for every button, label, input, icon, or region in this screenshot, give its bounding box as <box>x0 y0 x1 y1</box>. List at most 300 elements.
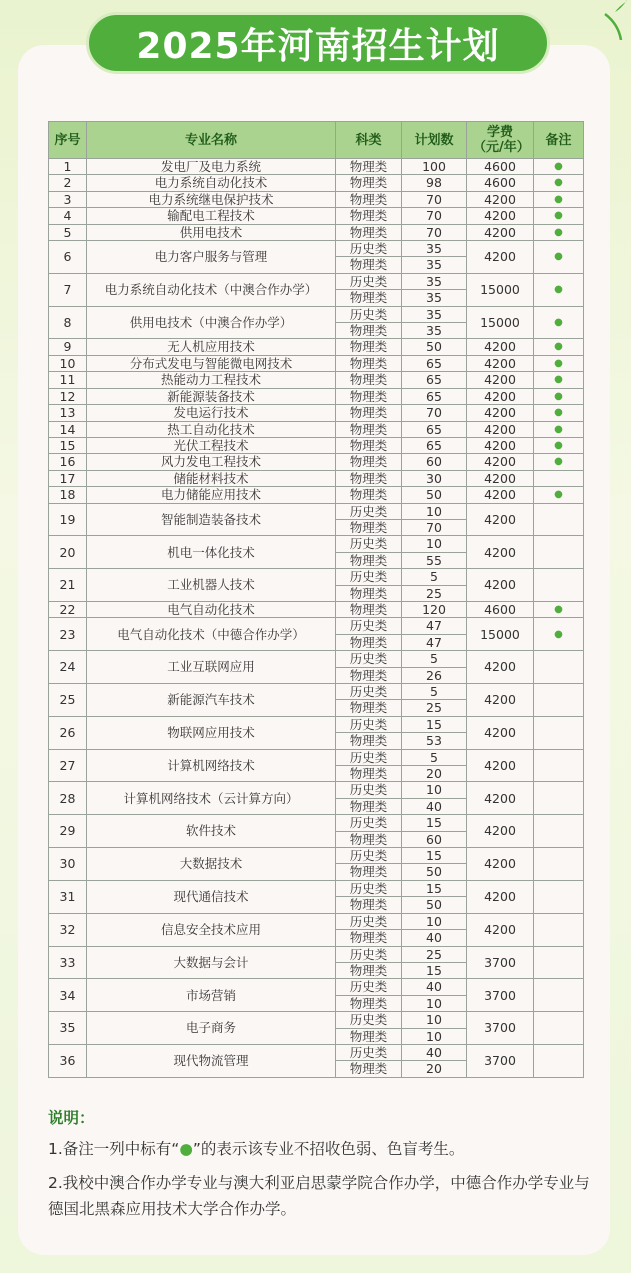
serial-cell: 7 <box>49 273 87 306</box>
tuition-cell: 3700 <box>467 1044 534 1077</box>
category-cell: 物理类 <box>336 159 402 175</box>
serial-cell: 23 <box>49 618 87 651</box>
serial-cell: 28 <box>49 782 87 815</box>
serial-cell: 33 <box>49 946 87 979</box>
category-cell: 物理类 <box>336 552 402 568</box>
header-serial: 序号 <box>49 122 87 159</box>
remark-cell <box>534 536 584 569</box>
tuition-cell: 4200 <box>467 848 534 881</box>
serial-cell: 22 <box>49 601 87 617</box>
header-major: 专业名称 <box>87 122 336 159</box>
major-name-cell: 软件技术 <box>87 815 336 848</box>
major-name-cell: 分布式发电与智能微电网技术 <box>87 355 336 371</box>
serial-cell: 13 <box>49 405 87 421</box>
plan-count-cell: 70 <box>402 519 467 535</box>
remark-cell <box>534 880 584 913</box>
category-cell: 历史类 <box>336 946 402 962</box>
remark-cell: ● <box>534 372 584 388</box>
category-cell: 物理类 <box>336 191 402 207</box>
table-row <box>49 273 584 289</box>
serial-cell: 24 <box>49 651 87 684</box>
plan-count-cell: 35 <box>402 273 467 289</box>
category-cell: 历史类 <box>336 749 402 765</box>
table-body <box>49 159 584 1078</box>
plan-count-cell: 70 <box>402 208 467 224</box>
plan-count-cell: 25 <box>402 946 467 962</box>
tuition-cell: 4200 <box>467 749 534 782</box>
remark-cell: ● <box>534 437 584 453</box>
plan-count-cell: 15 <box>402 815 467 831</box>
category-cell: 物理类 <box>336 700 402 716</box>
serial-cell: 2 <box>49 175 87 191</box>
serial-cell: 1 <box>49 159 87 175</box>
remark-cell <box>534 684 584 717</box>
category-cell: 历史类 <box>336 913 402 929</box>
table-row <box>49 979 584 995</box>
category-cell: 历史类 <box>336 306 402 322</box>
category-cell: 物理类 <box>336 437 402 453</box>
plan-count-cell: 30 <box>402 470 467 486</box>
major-name-cell: 发电运行技术 <box>87 405 336 421</box>
major-name-cell: 热能动力工程技术 <box>87 372 336 388</box>
category-cell: 历史类 <box>336 569 402 585</box>
remark-cell: ● <box>534 388 584 404</box>
serial-cell: 20 <box>49 536 87 569</box>
table-row <box>49 470 584 486</box>
major-name-cell: 电力系统自动化技术 <box>87 175 336 191</box>
header-plan-count: 计划数 <box>402 122 467 159</box>
serial-cell: 14 <box>49 421 87 437</box>
table-row <box>49 716 584 732</box>
table-row <box>49 1012 584 1028</box>
note-1 <box>48 1136 593 1162</box>
major-name-cell: 输配电工程技术 <box>87 208 336 224</box>
category-cell: 物理类 <box>336 208 402 224</box>
major-name-cell: 大数据技术 <box>87 848 336 881</box>
plan-count-cell: 5 <box>402 749 467 765</box>
plan-count-cell: 35 <box>402 306 467 322</box>
table-row <box>49 241 584 257</box>
major-name-cell: 新能源装备技术 <box>87 388 336 404</box>
major-name-cell: 工业机器人技术 <box>87 569 336 602</box>
plan-count-cell: 15 <box>402 880 467 896</box>
plan-count-cell: 35 <box>402 257 467 273</box>
category-cell: 物理类 <box>336 733 402 749</box>
tuition-cell: 15000 <box>467 273 534 306</box>
major-name-cell: 电气自动化技术（中德合作办学） <box>87 618 336 651</box>
tuition-cell: 4200 <box>467 437 534 453</box>
category-cell: 物理类 <box>336 290 402 306</box>
enrollment-plan-table <box>48 121 584 1078</box>
remark-cell: ● <box>534 191 584 207</box>
plan-count-cell: 15 <box>402 962 467 978</box>
tuition-cell: 4200 <box>467 880 534 913</box>
remark-cell <box>534 651 584 684</box>
table-row <box>49 355 584 371</box>
table-row <box>49 191 584 207</box>
serial-cell: 32 <box>49 913 87 946</box>
remark-cell <box>534 979 584 1012</box>
major-name-cell: 电力系统自动化技术（中澳合作办学） <box>87 273 336 306</box>
plan-count-cell: 70 <box>402 224 467 240</box>
header-category: 科类 <box>336 122 402 159</box>
plan-count-cell: 10 <box>402 503 467 519</box>
leaf-decoration-icon <box>601 0 627 40</box>
major-name-cell: 新能源汽车技术 <box>87 684 336 717</box>
header-remark: 备注 <box>534 122 584 159</box>
serial-cell: 36 <box>49 1044 87 1077</box>
remark-cell: ● <box>534 159 584 175</box>
major-name-cell: 电子商务 <box>87 1012 336 1045</box>
tuition-cell: 4200 <box>467 405 534 421</box>
remark-cell <box>534 470 584 486</box>
table-row <box>49 684 584 700</box>
tuition-cell: 4200 <box>467 224 534 240</box>
remark-cell <box>534 782 584 815</box>
category-cell: 历史类 <box>336 273 402 289</box>
plan-count-cell: 40 <box>402 930 467 946</box>
tuition-cell: 4200 <box>467 651 534 684</box>
tuition-cell: 4200 <box>467 372 534 388</box>
major-name-cell: 计算机网络技术 <box>87 749 336 782</box>
remark-cell <box>534 815 584 848</box>
remark-cell: ● <box>534 405 584 421</box>
remark-cell <box>534 569 584 602</box>
serial-cell: 18 <box>49 487 87 503</box>
remark-cell <box>534 503 584 536</box>
plan-count-cell: 5 <box>402 651 467 667</box>
remark-cell <box>534 946 584 979</box>
category-cell: 物理类 <box>336 224 402 240</box>
category-cell: 物理类 <box>336 1061 402 1077</box>
category-cell: 物理类 <box>336 339 402 355</box>
table-row <box>49 749 584 765</box>
major-name-cell: 工业互联网应用 <box>87 651 336 684</box>
remark-cell: ● <box>534 175 584 191</box>
tuition-cell: 4200 <box>467 339 534 355</box>
tuition-cell: 4200 <box>467 208 534 224</box>
table-row <box>49 651 584 667</box>
serial-cell: 6 <box>49 241 87 274</box>
serial-cell: 9 <box>49 339 87 355</box>
plan-count-cell: 10 <box>402 1028 467 1044</box>
category-cell: 历史类 <box>336 651 402 667</box>
tuition-cell: 4200 <box>467 454 534 470</box>
major-name-cell: 发电厂及电力系统 <box>87 159 336 175</box>
plan-count-cell: 65 <box>402 372 467 388</box>
major-name-cell: 无人机应用技术 <box>87 339 336 355</box>
plan-count-cell: 35 <box>402 290 467 306</box>
plan-count-cell: 10 <box>402 536 467 552</box>
plan-count-cell: 25 <box>402 700 467 716</box>
note-1-suffix: ”的表示该专业不招收色弱、色盲考生。 <box>192 1140 465 1158</box>
remark-cell: ● <box>534 454 584 470</box>
major-name-cell: 计算机网络技术（云计算方向） <box>87 782 336 815</box>
plan-count-cell: 100 <box>402 159 467 175</box>
plan-count-cell: 40 <box>402 1044 467 1060</box>
plan-count-cell: 25 <box>402 585 467 601</box>
category-cell: 物理类 <box>336 257 402 273</box>
tuition-cell: 3700 <box>467 979 534 1012</box>
major-name-cell: 供用电技术（中澳合作办学） <box>87 306 336 339</box>
category-cell: 物理类 <box>336 995 402 1011</box>
category-cell: 物理类 <box>336 372 402 388</box>
plan-count-cell: 40 <box>402 979 467 995</box>
plan-count-cell: 120 <box>402 601 467 617</box>
plan-count-cell: 20 <box>402 766 467 782</box>
serial-cell: 10 <box>49 355 87 371</box>
major-name-cell: 储能材料技术 <box>87 470 336 486</box>
major-name-cell: 市场营销 <box>87 979 336 1012</box>
tuition-cell: 4200 <box>467 241 534 274</box>
tuition-cell: 4200 <box>467 815 534 848</box>
plan-count-cell: 53 <box>402 733 467 749</box>
category-cell: 历史类 <box>336 848 402 864</box>
plan-count-cell: 55 <box>402 552 467 568</box>
tuition-cell: 4200 <box>467 355 534 371</box>
remark-cell: ● <box>534 421 584 437</box>
remark-cell: ● <box>534 355 584 371</box>
table-row <box>49 388 584 404</box>
category-cell: 物理类 <box>336 1028 402 1044</box>
tuition-cell: 4200 <box>467 503 534 536</box>
remark-cell: ● <box>534 601 584 617</box>
remark-cell <box>534 913 584 946</box>
tuition-cell: 4200 <box>467 487 534 503</box>
tuition-cell: 4600 <box>467 175 534 191</box>
table-row <box>49 946 584 962</box>
plan-count-cell: 70 <box>402 191 467 207</box>
category-cell: 历史类 <box>336 1044 402 1060</box>
tuition-cell: 4200 <box>467 536 534 569</box>
tuition-cell: 4200 <box>467 388 534 404</box>
category-cell: 历史类 <box>336 618 402 634</box>
note-1-prefix: 1.备注一列中标有“ <box>48 1140 180 1158</box>
category-cell: 物理类 <box>336 798 402 814</box>
tuition-cell: 15000 <box>467 618 534 651</box>
category-cell: 历史类 <box>336 782 402 798</box>
serial-cell: 15 <box>49 437 87 453</box>
tuition-cell: 4200 <box>467 782 534 815</box>
category-cell: 历史类 <box>336 880 402 896</box>
table-row <box>49 815 584 831</box>
serial-cell: 8 <box>49 306 87 339</box>
table-row <box>49 880 584 896</box>
table-row <box>49 405 584 421</box>
plan-count-cell: 15 <box>402 848 467 864</box>
table-row <box>49 208 584 224</box>
major-name-cell: 现代通信技术 <box>87 880 336 913</box>
category-cell: 物理类 <box>336 388 402 404</box>
plan-count-cell: 10 <box>402 913 467 929</box>
category-cell: 物理类 <box>336 323 402 339</box>
note-2: 2.我校中澳合作办学专业与澳大利亚启思蒙学院合作办学，中德合作办学专业与德国北黑森应用技术大学合作办学。 <box>48 1174 590 1218</box>
plan-count-cell: 60 <box>402 454 467 470</box>
plan-count-cell: 65 <box>402 421 467 437</box>
serial-cell: 16 <box>49 454 87 470</box>
serial-cell: 29 <box>49 815 87 848</box>
tuition-cell: 4200 <box>467 684 534 717</box>
tuition-cell: 4200 <box>467 470 534 486</box>
major-name-cell: 光伏工程技术 <box>87 437 336 453</box>
table-header-row <box>49 122 584 159</box>
serial-cell: 3 <box>49 191 87 207</box>
plan-count-cell: 15 <box>402 716 467 732</box>
major-name-cell: 电气自动化技术 <box>87 601 336 617</box>
plan-count-cell: 26 <box>402 667 467 683</box>
remark-cell: ● <box>534 306 584 339</box>
table-row <box>49 618 584 634</box>
category-cell: 物理类 <box>336 962 402 978</box>
plan-count-cell: 98 <box>402 175 467 191</box>
table-row <box>49 306 584 322</box>
category-cell: 物理类 <box>336 897 402 913</box>
major-name-cell: 机电一体化技术 <box>87 536 336 569</box>
serial-cell: 17 <box>49 470 87 486</box>
major-name-cell: 电力储能应用技术 <box>87 487 336 503</box>
tuition-cell: 4600 <box>467 601 534 617</box>
remark-cell: ● <box>534 208 584 224</box>
table-row <box>49 175 584 191</box>
category-cell: 物理类 <box>336 766 402 782</box>
category-cell: 物理类 <box>336 454 402 470</box>
category-cell: 物理类 <box>336 355 402 371</box>
serial-cell: 27 <box>49 749 87 782</box>
plan-count-cell: 5 <box>402 569 467 585</box>
serial-cell: 35 <box>49 1012 87 1045</box>
plan-count-cell: 70 <box>402 405 467 421</box>
category-cell: 历史类 <box>336 815 402 831</box>
notes-heading: 说明： <box>48 1109 95 1127</box>
table-row <box>49 224 584 240</box>
serial-cell: 19 <box>49 503 87 536</box>
category-cell: 物理类 <box>336 831 402 847</box>
category-cell: 物理类 <box>336 175 402 191</box>
remark-cell: ● <box>534 487 584 503</box>
plan-count-cell: 65 <box>402 437 467 453</box>
serial-cell: 25 <box>49 684 87 717</box>
tuition-cell: 4200 <box>467 569 534 602</box>
plan-count-cell: 47 <box>402 634 467 650</box>
table-row <box>49 454 584 470</box>
category-cell: 物理类 <box>336 487 402 503</box>
plan-count-cell: 10 <box>402 995 467 1011</box>
serial-cell: 4 <box>49 208 87 224</box>
remark-cell <box>534 749 584 782</box>
major-name-cell: 智能制造装备技术 <box>87 503 336 536</box>
remark-cell: ● <box>534 273 584 306</box>
serial-cell: 12 <box>49 388 87 404</box>
table-row <box>49 487 584 503</box>
major-name-cell: 风力发电工程技术 <box>87 454 336 470</box>
major-name-cell: 物联网应用技术 <box>87 716 336 749</box>
notes-section <box>48 1106 593 1230</box>
tuition-cell: 4200 <box>467 913 534 946</box>
remark-cell: ● <box>534 339 584 355</box>
serial-cell: 11 <box>49 372 87 388</box>
plan-count-cell: 65 <box>402 355 467 371</box>
plan-count-cell: 40 <box>402 798 467 814</box>
category-cell: 物理类 <box>336 864 402 880</box>
table-row <box>49 601 584 617</box>
table-row <box>49 159 584 175</box>
remark-cell: ● <box>534 241 584 274</box>
category-cell: 历史类 <box>336 979 402 995</box>
category-cell: 物理类 <box>336 601 402 617</box>
category-cell: 历史类 <box>336 684 402 700</box>
plan-count-cell: 5 <box>402 684 467 700</box>
plan-count-cell: 65 <box>402 388 467 404</box>
table-row <box>49 421 584 437</box>
plan-count-cell: 20 <box>402 1061 467 1077</box>
plan-count-cell: 50 <box>402 487 467 503</box>
category-cell: 物理类 <box>336 930 402 946</box>
major-name-cell: 电力系统继电保护技术 <box>87 191 336 207</box>
table-row <box>49 782 584 798</box>
plan-count-cell: 60 <box>402 831 467 847</box>
category-cell: 物理类 <box>336 585 402 601</box>
plan-count-cell: 35 <box>402 323 467 339</box>
serial-cell: 30 <box>49 848 87 881</box>
remark-cell: ● <box>534 618 584 651</box>
category-cell: 历史类 <box>336 536 402 552</box>
table-row <box>49 437 584 453</box>
plan-count-cell: 50 <box>402 339 467 355</box>
tuition-cell: 3700 <box>467 1012 534 1045</box>
table-row <box>49 848 584 864</box>
major-name-cell: 信息安全技术应用 <box>87 913 336 946</box>
category-cell: 物理类 <box>336 634 402 650</box>
category-cell: 历史类 <box>336 716 402 732</box>
remark-cell <box>534 848 584 881</box>
serial-cell: 31 <box>49 880 87 913</box>
tuition-cell: 3700 <box>467 946 534 979</box>
remark-cell <box>534 716 584 749</box>
table-row <box>49 1044 584 1060</box>
table-row <box>49 372 584 388</box>
plan-count-cell: 50 <box>402 897 467 913</box>
plan-count-cell: 35 <box>402 241 467 257</box>
remark-cell <box>534 1044 584 1077</box>
category-cell: 物理类 <box>336 470 402 486</box>
table-row <box>49 339 584 355</box>
green-dot-icon: ● <box>179 1140 193 1158</box>
tuition-cell: 15000 <box>467 306 534 339</box>
header-tuition: 学费（元/年） <box>467 122 534 159</box>
major-name-cell: 供用电技术 <box>87 224 336 240</box>
serial-cell: 34 <box>49 979 87 1012</box>
major-name-cell: 热工自动化技术 <box>87 421 336 437</box>
serial-cell: 5 <box>49 224 87 240</box>
category-cell: 物理类 <box>336 421 402 437</box>
major-name-cell: 大数据与会计 <box>87 946 336 979</box>
category-cell: 历史类 <box>336 241 402 257</box>
tuition-cell: 4200 <box>467 716 534 749</box>
tuition-cell: 4200 <box>467 191 534 207</box>
category-cell: 历史类 <box>336 503 402 519</box>
plan-count-cell: 50 <box>402 864 467 880</box>
table-row <box>49 569 584 585</box>
table-row <box>49 536 584 552</box>
serial-cell: 26 <box>49 716 87 749</box>
category-cell: 物理类 <box>336 405 402 421</box>
major-name-cell: 电力客户服务与管理 <box>87 241 336 274</box>
serial-cell: 21 <box>49 569 87 602</box>
page-title: 2025年河南招生计划 <box>86 12 550 74</box>
tuition-cell: 4200 <box>467 421 534 437</box>
category-cell: 历史类 <box>336 1012 402 1028</box>
plan-count-cell: 10 <box>402 782 467 798</box>
